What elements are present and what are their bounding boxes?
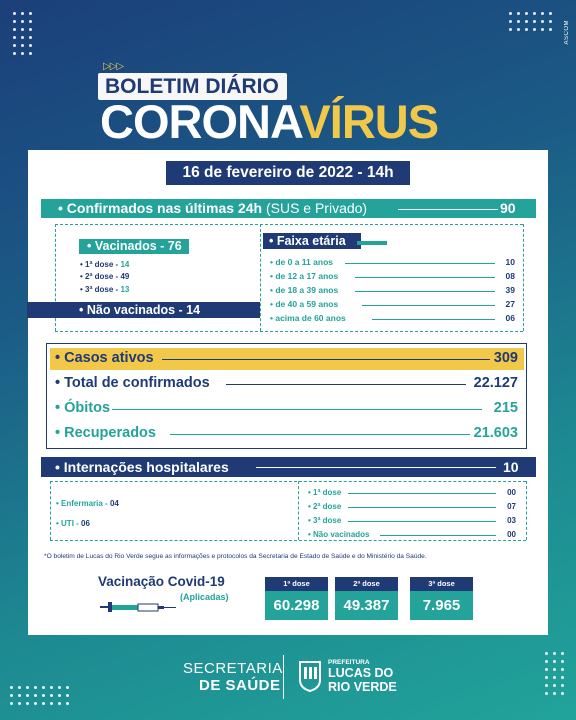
summary-deaths-value: 215: [493, 400, 518, 416]
age-row-label: • de 18 a 39 anos: [270, 285, 339, 295]
hospital-dose-row: • 3ª dose: [308, 516, 342, 525]
dot-pattern-bottom-left: [10, 686, 69, 705]
title-coronavirus: CORONAVÍRUS: [100, 95, 439, 148]
arrows-icon: ▷▷▷: [103, 61, 124, 72]
dot-pattern-bottom-right: [545, 652, 564, 695]
hospital-divider-right: [526, 481, 527, 540]
icu-row: • UTI - 06: [56, 519, 90, 528]
summary-total-line: [226, 384, 466, 385]
hospital-dose-row: • 1ª dose: [308, 488, 342, 497]
vaccine-dose-value: 60.298: [265, 591, 328, 620]
footnote: *O boletim de Lucas do Rio Verde segue as informações e protocolos da Secretaria de Estado de Saúde e do Ministério da Saúde.: [44, 553, 427, 560]
vaccine-dose-box: [335, 577, 398, 620]
hospital-dose-value: 00: [507, 488, 516, 497]
age-row-line: [362, 305, 495, 306]
ward-row: • Enfermaria - 04: [56, 499, 119, 508]
title-boletim: BOLETIM DIÁRIO: [98, 73, 287, 100]
age-row-line: [345, 263, 495, 264]
divider-middle: [260, 224, 261, 331]
divider-right: [523, 224, 524, 331]
vaccinated-bar: • Vacinados - 76: [79, 239, 189, 254]
hospital-divider-bottom: [50, 540, 526, 541]
age-row-value: 27: [505, 299, 515, 309]
hospital-dose-value: 03: [507, 516, 516, 525]
side-tag: ASCOM: [564, 20, 570, 45]
age-group-bar: • Faixa etária: [263, 233, 361, 249]
hospital-divider-left: [50, 481, 51, 540]
hospital-dose-line: [348, 521, 496, 522]
summary-recovered-value: 21.603: [473, 425, 518, 441]
hospital-divider-top: [50, 481, 526, 482]
age-row-line: [355, 291, 495, 292]
age-row-label: • de 40 a 59 anos: [270, 299, 339, 309]
summary-active-line: [162, 359, 490, 360]
vaccination-subtitle: (Aplicadas): [180, 592, 229, 602]
summary-recovered-label: • Recuperados: [55, 425, 156, 441]
vaccine-dose-label: 3ª dose: [410, 577, 473, 591]
summary-total-value: 22.127: [473, 375, 518, 391]
hospital-divider-middle: [298, 481, 299, 540]
age-row-label: • de 12 a 17 anos: [270, 271, 339, 281]
confirmed-24h-value: 90: [500, 200, 516, 216]
vaccine-dose-box: [265, 577, 328, 620]
not-vaccinated-bar: • Não vacinados - 14: [27, 302, 260, 318]
age-row-line: [355, 277, 495, 278]
age-row-label: • acima de 60 anos: [270, 313, 346, 323]
vaccine-dose-value: 49.387: [335, 591, 398, 620]
footer-city-line2: RIO VERDE: [328, 680, 397, 694]
hospital-dose-row: • Não vacinados: [308, 530, 370, 539]
divider-top: [55, 224, 523, 225]
hospital-line: [256, 467, 496, 468]
age-row-value: 06: [505, 313, 515, 323]
confirmed-24h-label: • Confirmados nas últimas 24h (SUS e Privado): [58, 200, 368, 216]
dot-pattern-top-left: [13, 12, 32, 55]
confirmed-24h-line: [398, 209, 498, 210]
footer-secretaria: SECRETARIA: [183, 660, 283, 677]
hospital-dose-line: [380, 535, 496, 536]
summary-deaths-line: [112, 409, 482, 410]
syringe-icon: [98, 598, 178, 618]
hospital-dose-line: [348, 493, 496, 494]
summary-total-label: • Total de confirmados: [55, 375, 210, 391]
date-banner: 16 de fevereiro de 2022 - 14h: [166, 161, 410, 185]
footer-prefeitura: PREFEITURA: [328, 659, 370, 666]
vaccinated-dose-1: • 1ª dose - 14: [80, 260, 130, 269]
hospital-label: • Internações hospitalares: [55, 459, 229, 475]
age-row-label: • de 0 a 11 anos: [270, 257, 333, 267]
vaccine-dose-label: 1ª dose: [265, 577, 328, 591]
vaccine-dose-label: 2ª dose: [335, 577, 398, 591]
vaccinated-dose-2: • 2ª dose - 49: [80, 272, 130, 281]
summary-active-label: • Casos ativos: [55, 350, 154, 366]
divider-bottom: [55, 331, 523, 332]
footer-city-line1: LUCAS DO: [328, 666, 394, 680]
hospital-dose-row: • 2ª dose: [308, 502, 342, 511]
hospital-value: 10: [503, 459, 519, 475]
hospital-dose-value: 07: [507, 502, 516, 511]
summary-deaths-label: • Óbitos: [55, 400, 111, 416]
vaccination-title: Vacinação Covid-19: [98, 574, 225, 589]
age-row-value: 10: [505, 257, 515, 267]
vaccine-dose-value: 7.965: [410, 591, 473, 620]
footer-divider: [283, 655, 284, 699]
vaccinated-dose-3: • 3ª dose - 13: [80, 285, 130, 294]
age-row-line: [372, 319, 495, 320]
summary-recovered-line: [170, 434, 470, 435]
city-crest-icon: [298, 660, 322, 692]
age-row-value: 39: [505, 285, 515, 295]
dot-pattern-top-right: [509, 12, 552, 31]
footer-de-saude: DE SAÚDE: [199, 677, 281, 694]
vaccine-dose-box: [410, 577, 473, 620]
age-group-accent: [357, 241, 387, 245]
hospital-dose-value: 00: [507, 530, 516, 539]
summary-active-value: 309: [493, 350, 518, 366]
hospital-dose-line: [348, 507, 496, 508]
age-row-value: 08: [505, 271, 515, 281]
